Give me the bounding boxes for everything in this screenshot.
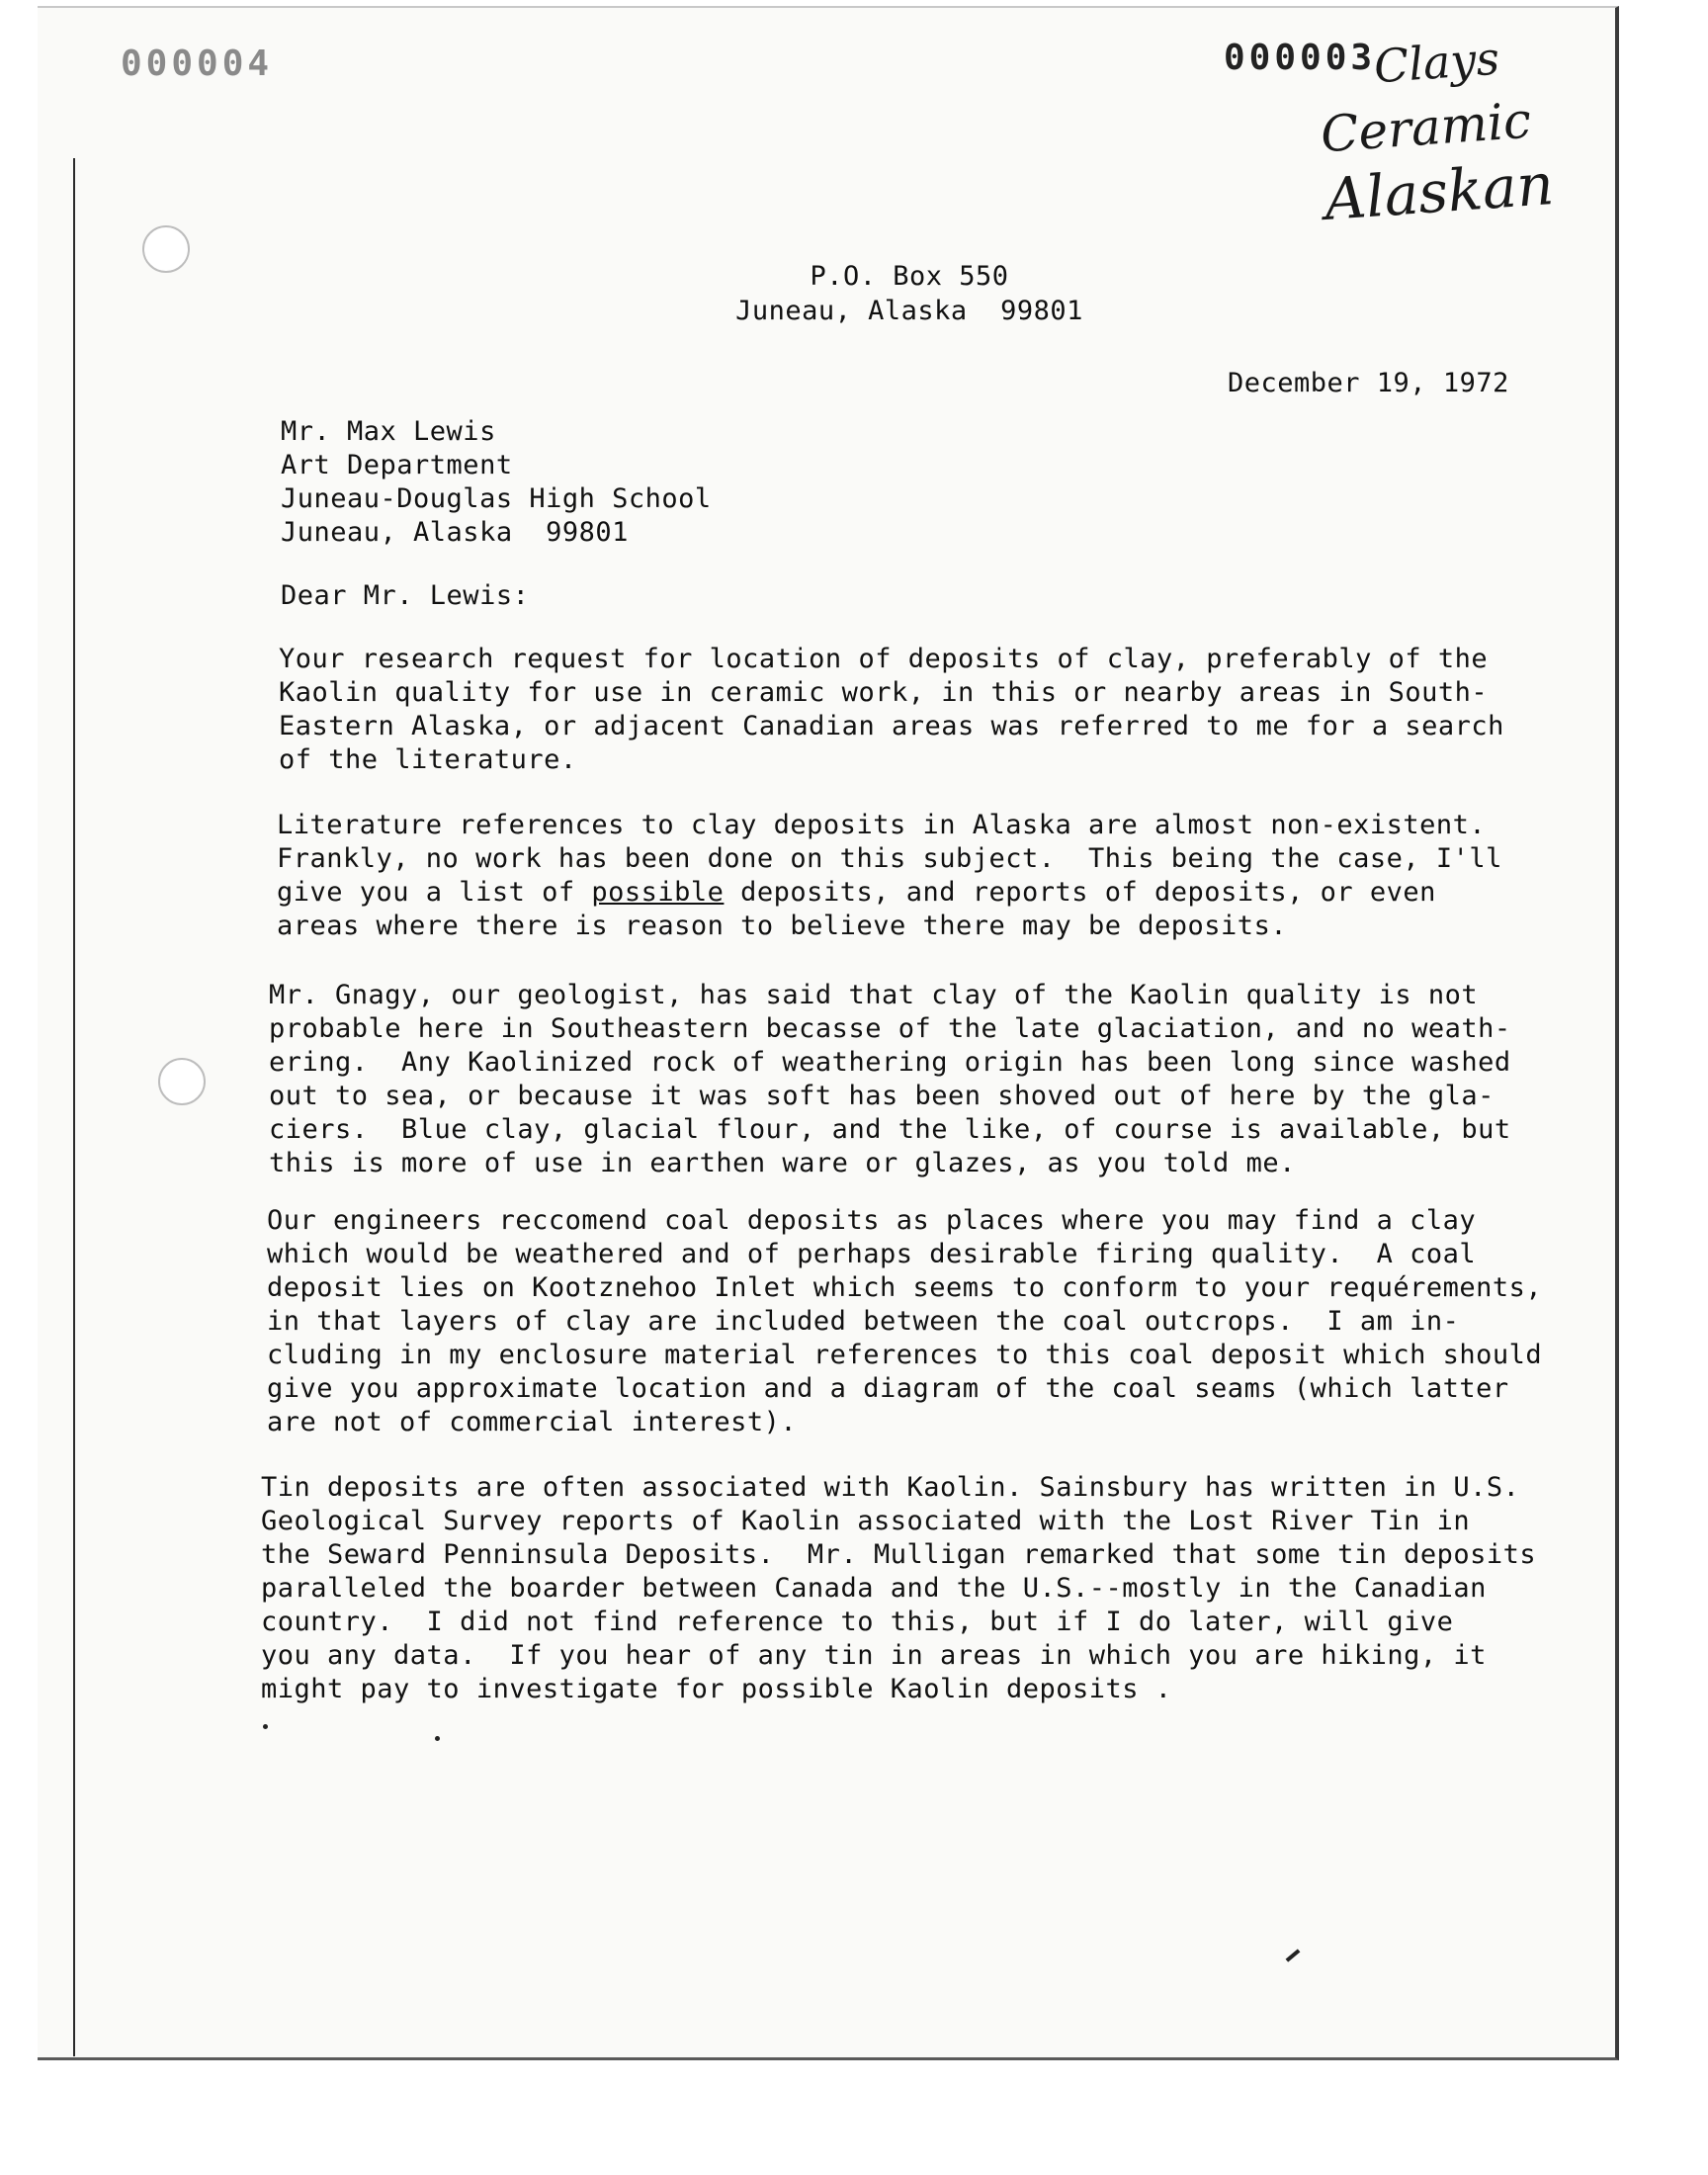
text-line: paralleled the boarder between Canada and the U.S.--mostly in the Canadian: [261, 1573, 1487, 1604]
letterhead-line: Juneau, Alaska 99801: [735, 296, 1083, 326]
underlined-word: possible: [591, 877, 725, 908]
recipient-name: Mr. Max Lewis: [281, 416, 496, 447]
stamp-number-left: 000004: [121, 44, 274, 84]
text-line: Mr. Gnagy, our geologist, has said that clay of the Kaolin quality is not: [269, 980, 1479, 1010]
letterhead-address: [731, 259, 1087, 328]
text-line: you any data. If you hear of any tin in areas in which you are hiking, it: [261, 1640, 1487, 1671]
margin-rule-line: [73, 158, 75, 2056]
text-line: Frankly, no work has been done on this subject. This being the case, I'll: [277, 843, 1502, 874]
text-segment: give you a list of: [277, 877, 592, 908]
punch-hole-top: [142, 225, 190, 273]
text-line: Eastern Alaska, or adjacent Canadian areas was referred to me for a search: [279, 711, 1504, 741]
handwritten-note-clays: Clays: [1372, 31, 1501, 94]
letter-date: December 19, 1972: [1228, 368, 1509, 398]
text-line: ering. Any Kaolinized rock of weathering origin has been long since washed: [269, 1047, 1511, 1078]
text-line: give you approximate location and a diagram of the coal seams (which latter: [267, 1373, 1509, 1404]
text-line: probable here in Southeastern becasse of the late glaciation, and no weath-: [269, 1013, 1511, 1044]
text-line: this is more of use in earthen ware or glazes, as you told me.: [269, 1148, 1296, 1178]
handwritten-note-alaskan: Alaskan: [1322, 149, 1556, 234]
paragraph-geologist-opinion: [269, 979, 1554, 1180]
text-segment: deposits, and reports of deposits, or even: [724, 877, 1436, 908]
text-line: in that layers of clay are included between the coal outcrops. I am in-: [267, 1306, 1460, 1337]
ink-dot: [263, 1724, 268, 1729]
recipient-dept: Art Department: [281, 450, 513, 480]
text-line: ciers. Blue clay, glacial flour, and the like, of course is available, but: [269, 1114, 1511, 1145]
text-line: Literature references to clay deposits in Alaska are almost non-existent.: [277, 810, 1487, 840]
text-line: which would be weathered and of perhaps desirable firing quality. A coal: [267, 1239, 1477, 1269]
text-line: are not of commercial interest).: [267, 1407, 798, 1437]
text-line: Tin deposits are often associated with Kaolin. Sainsbury has written in U.S.: [261, 1472, 1520, 1503]
text-line: deposit lies on Kootznehoo Inlet which seems to conform to your requérements,: [267, 1272, 1543, 1303]
paragraph-coal-deposits: [267, 1204, 1552, 1439]
text-line: Geological Survey reports of Kaolin associated with the Lost River Tin in: [261, 1506, 1471, 1536]
text-line: out to sea, or because it was soft has been shoved out of here by the gla-: [269, 1081, 1494, 1111]
recipient-address: [281, 415, 712, 550]
text-line: cluding in my enclosure material references to this coal deposit which should: [267, 1340, 1543, 1370]
text-line: country. I did not find reference to this, but if I do later, will give: [261, 1607, 1454, 1637]
recipient-city: Juneau, Alaska 99801: [281, 517, 629, 548]
ink-dot: [435, 1736, 440, 1741]
letterhead-line: P.O. Box 550: [810, 261, 1009, 292]
paragraph-literature-references: [277, 809, 1562, 943]
text-line: the Seward Penninsula Deposits. Mr. Mulligan remarked that some tin deposits: [261, 1539, 1537, 1570]
text-line: areas where there is reason to believe there may be deposits.: [277, 911, 1288, 941]
text-line: of the literature.: [279, 744, 577, 775]
salutation: Dear Mr. Lewis:: [281, 580, 530, 611]
text-line: Our engineers reccomend coal deposits as places where you may find a clay: [267, 1205, 1477, 1236]
handwritten-note-ceramic: Ceramic: [1319, 91, 1533, 164]
punch-hole-middle: [158, 1058, 206, 1105]
recipient-school: Juneau-Douglas High School: [281, 483, 712, 514]
stamp-number-right: 000003: [1224, 38, 1377, 78]
text-line: [277, 876, 1562, 910]
paragraph-research-request: [279, 643, 1564, 777]
text-line: might pay to investigate for possible Kaolin deposits .: [261, 1674, 1172, 1704]
paragraph-tin-deposits: [261, 1471, 1546, 1706]
text-line: Kaolin quality for use in ceramic work, in this or nearby areas in South-: [279, 677, 1489, 708]
text-line: Your research request for location of deposits of clay, preferably of the: [279, 644, 1489, 674]
